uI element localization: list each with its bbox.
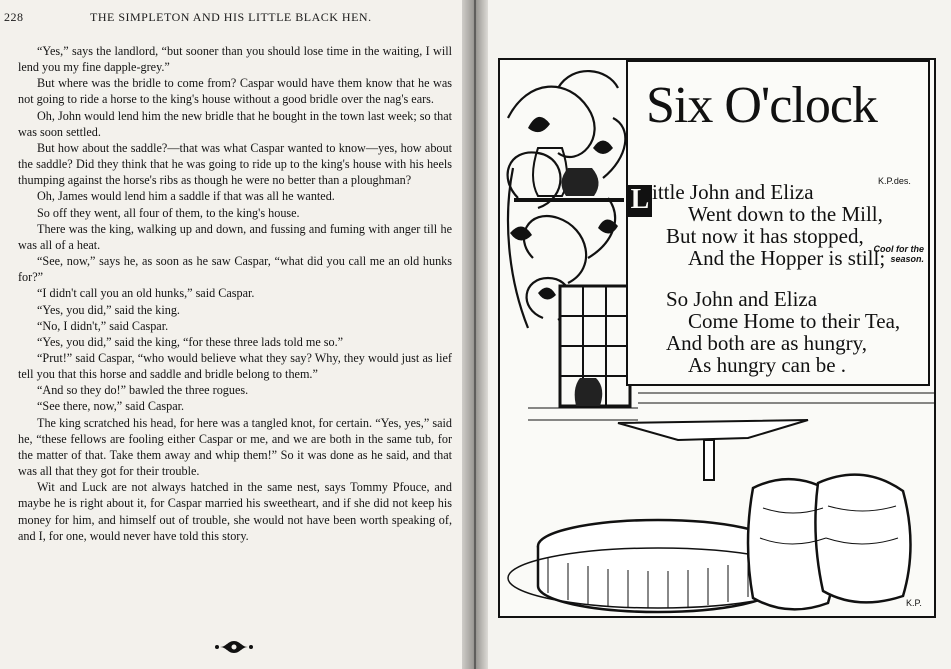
tailpiece-ornament — [214, 639, 254, 655]
verse-line-7: And both are as hungry, — [666, 331, 868, 355]
artist-signature: K.P.des. — [878, 176, 911, 186]
paragraph: The king scratched his head, for here was a tangled knot, for certain. “Yes, yes,” said he, “these fellows are fooling either Caspar or me, and we are both in the same tub, for the matter of that. Take them away and whip them!” So it was done as he said, and that was all that they got for their trouble. — [18, 415, 452, 479]
paragraph: But where was the bridle to come from? Caspar would have them know that he was not going to ride a horse to the king's house without a good bridle over the nag's ears. — [18, 76, 452, 107]
verse-line-3: But now it has stopped, — [666, 224, 864, 248]
verse-line-1: ittle John and Eliza — [652, 180, 814, 204]
side-note: Cool for the season. — [873, 244, 924, 264]
paragraph: Wit and Luck are not always hatched in the same nest, says Tommy Pfouce, and maybe he is right about it, for Caspar married his sweetheart, and if she did not keep his money for him, and himself out of trouble, she would not have been worth speaking of, and I, for one, would never have told this story. — [18, 480, 452, 543]
paragraph: “See, now,” says he, as soon as he saw Caspar, “what did you call me an old hunks for?” — [18, 254, 452, 285]
paragraph: “See there, now,” said Caspar. — [37, 399, 185, 414]
page-number: 228 — [4, 10, 24, 24]
paragraph: There was the king, walking up and down, and fussing and fuming with anger till he was all of a heat. — [18, 221, 452, 252]
running-title: THE SIMPLETON AND HIS LITTLE BLACK HEN. — [90, 10, 372, 24]
book-gutter — [462, 0, 488, 669]
paragraph: “I didn't call you an old hunks,” said Caspar. — [37, 286, 255, 301]
paragraph: “And so they do!” bawled the three rogues. — [37, 383, 249, 398]
paragraph: “Yes, you did,” said the king. — [37, 302, 180, 317]
verse-line-6: Come Home to their Tea, — [688, 309, 901, 333]
verse-line-5: So John and Eliza — [666, 287, 818, 311]
verse-line-8: As hungry can be . — [688, 353, 847, 377]
paragraph: “Yes,” says the landlord, “but sooner than you should lose time in the waiting, I will lend you my fine dapple-grey.” — [18, 44, 452, 75]
paragraph: “Yes, you did,” said the king, “for these three lads told me so.” — [37, 334, 344, 349]
paragraph: Oh, James would lend him a saddle if that was all he wanted. — [37, 189, 335, 204]
corner-mark: K.P. — [906, 598, 922, 608]
poem-title: Six O'clock — [646, 77, 877, 134]
paragraph: “No, I didn't,” said Caspar. — [37, 318, 169, 333]
verse-line-4: And the Hopper is still; — [688, 246, 886, 270]
verse-line-2: Went down to the Mill, — [688, 202, 883, 226]
drop-cap-initial: L — [628, 185, 652, 217]
running-head — [4, 10, 454, 28]
story-text — [18, 43, 452, 544]
paragraph: “Prut!” said Caspar, “who would believe what they say? Why, they would just as lief tell you that this horse and saddle and bridle belong to them.” — [18, 350, 452, 382]
left-page — [0, 0, 462, 669]
paragraph: Oh, John would lend him the new bridle that he bought in the town last week; so that was soon settled. — [18, 108, 452, 139]
paragraph: So off they went, all four of them, to the king's house. — [37, 205, 300, 220]
paragraph: But how about the saddle?—that was what Caspar wanted to know—yes, how about the saddle? Did they think that he was going to ride up to the king's house with his heels thumping against the horse's ribs as though he were no better than a ploughman? — [18, 140, 452, 188]
